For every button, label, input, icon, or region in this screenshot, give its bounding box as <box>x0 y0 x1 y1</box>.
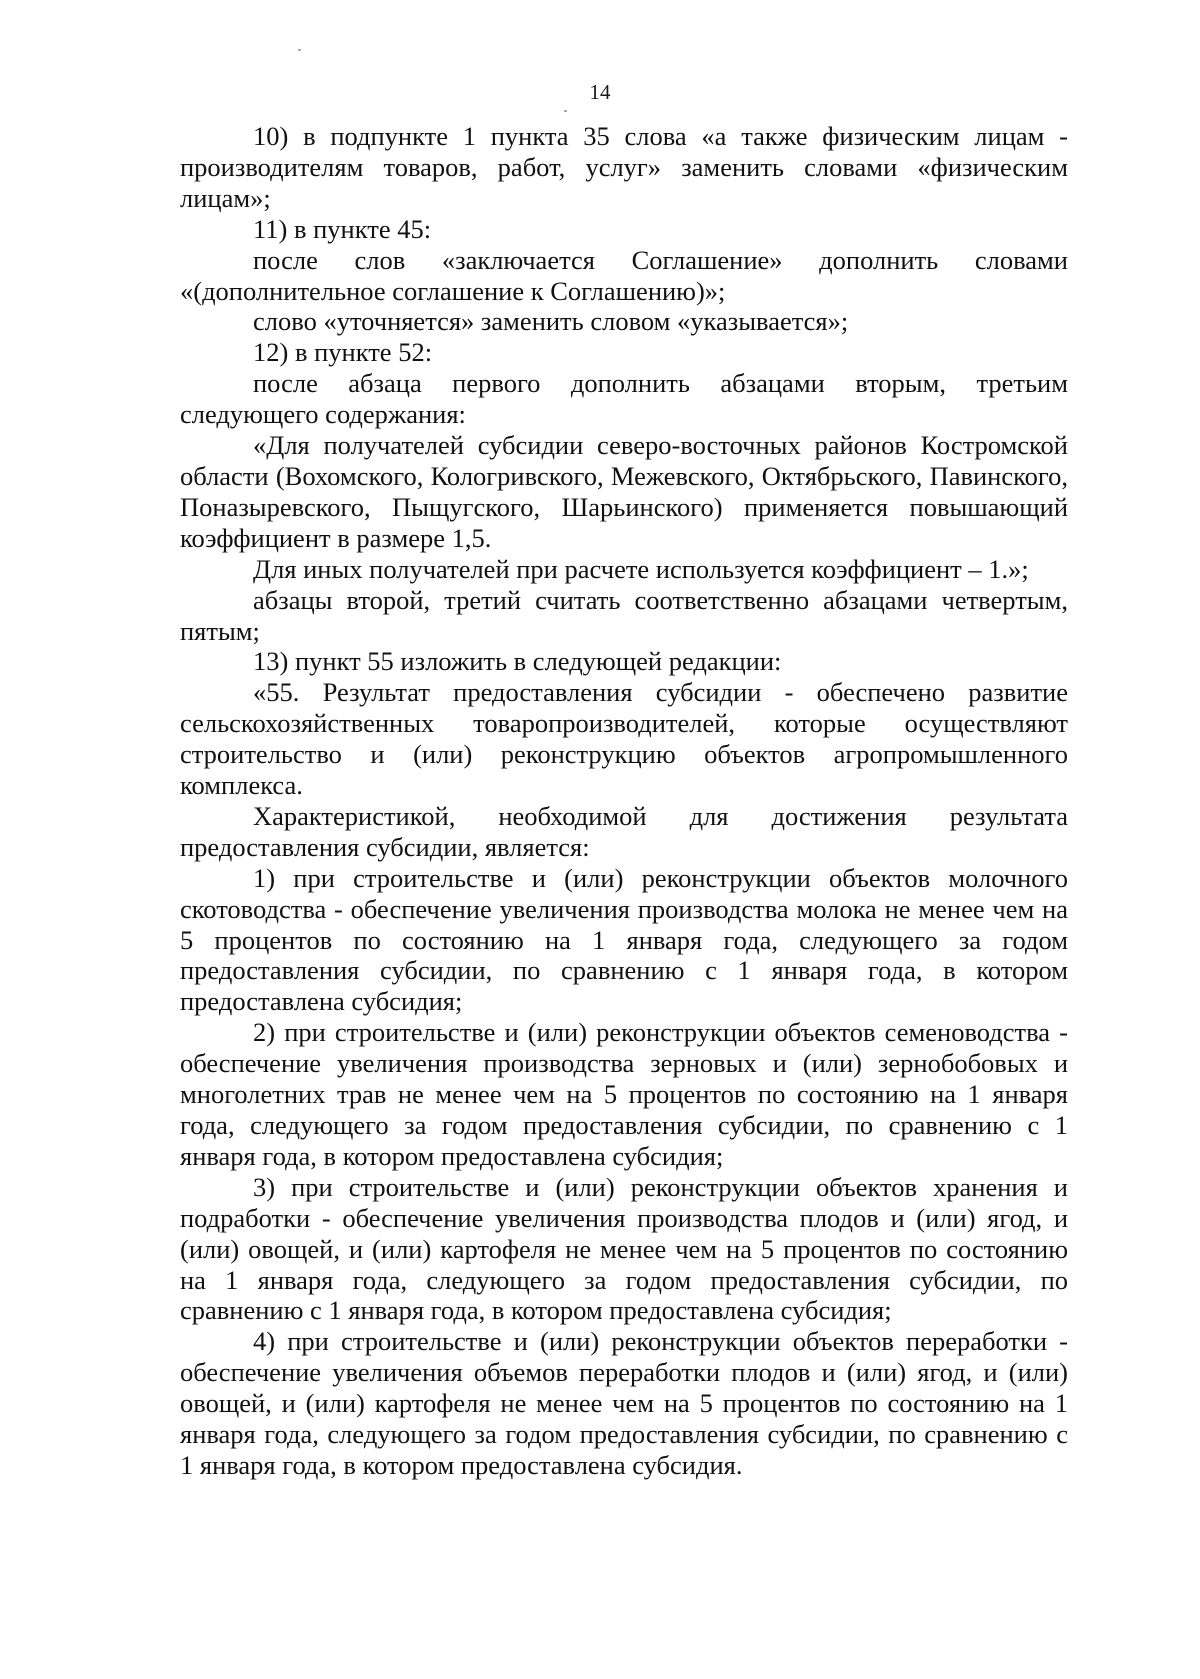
paragraph: 11) в пункте 45: <box>253 213 432 244</box>
scan-speck <box>298 49 301 51</box>
paragraph: слово «уточняется» заменить словом «указывается»; <box>253 306 849 337</box>
paragraph: Характеристикой, необходимой для достижения результата предоставления субсидии, является: <box>180 800 1068 862</box>
scan-speck <box>564 110 567 112</box>
paragraph: «55. Результат предоставления субсидии - обеспечено развитие сельскохозяйственных товаропроизводителей, которые осуществляют строительство и (или) реконструкцию объектов агропромышленного комплекса. <box>180 677 1068 801</box>
paragraph: абзацы второй, третий считать соответственно абзацами четвертым, пятым; <box>180 584 1068 646</box>
paragraph: 3) при строительстве и (или) реконструкции объектов хранения и подработки - обеспечение увеличения производства плодов и (или) ягод, и (или) овощей, и (или) картофеля не менее чем на 5 процентов по состоянию на 1 января года, следующего за годом предоставления субсидии, по сравнению с 1 января года, в котором предоставлена субсидия; <box>180 1171 1068 1326</box>
paragraph: после слов «заключается Соглашение» дополнить словами «(дополнительное соглашение к Соглашению)»; <box>180 244 1068 306</box>
document-body <box>180 121 1068 1481</box>
paragraph: Для иных получателей при расчете используется коэффициент – 1.»; <box>253 553 1029 584</box>
paragraph: 4) при строительстве и (или) реконструкции объектов переработки - обеспечение увеличения объемов переработки плодов и (или) ягод, и (или) овощей, и (или) картофеля не менее чем на 5 процентов по состоянию на 1 января года, следующего за годом предоставления субсидии, по сравнению с 1 января года, в котором предоставлена субсидия. <box>180 1326 1068 1480</box>
paragraph: после абзаца первого дополнить абзацами вторым, третьим следующего содержания: <box>180 368 1068 430</box>
paragraph: 1) при строительстве и (или) реконструкции объектов молочного скотоводства - обеспечение увеличения производства молока не менее чем на 5 процентов по состоянию на 1 января года, следующего за годом предоставления субсидии, по сравнению с 1 января года, в котором предоставлена субсидия; <box>180 862 1068 1017</box>
page-number: 14 <box>589 80 611 104</box>
paragraph: 12) в пункте 52: <box>253 337 433 368</box>
paragraph: 2) при строительстве и (или) реконструкции объектов семеноводства - обеспечение увеличения производства зерновых и (или) зернобобовых и многолетних трав не менее чем на 5 процентов по состоянию на 1 января года, следующего за годом предоставления субсидии, по сравнению с 1 января года, в котором предоставлена субсидия; <box>180 1017 1068 1171</box>
paragraph: «Для получателей субсидии северо-восточных районов Костромской области (Вохомского, Кологривского, Межевского, Октябрьского, Павинского, Поназыревского, Пыщугского, Шарьинского) применяется повышающий коэффициент в размере 1,5. <box>180 430 1068 553</box>
paragraph: 13) пункт 55 изложить в следующей редакции: <box>253 646 782 677</box>
paragraph: 10) в подпункте 1 пункта 35 слова «а также физическим лицам - производителям товаров, работ, услуг» заменить словами «физическим лицам»; <box>180 121 1068 213</box>
